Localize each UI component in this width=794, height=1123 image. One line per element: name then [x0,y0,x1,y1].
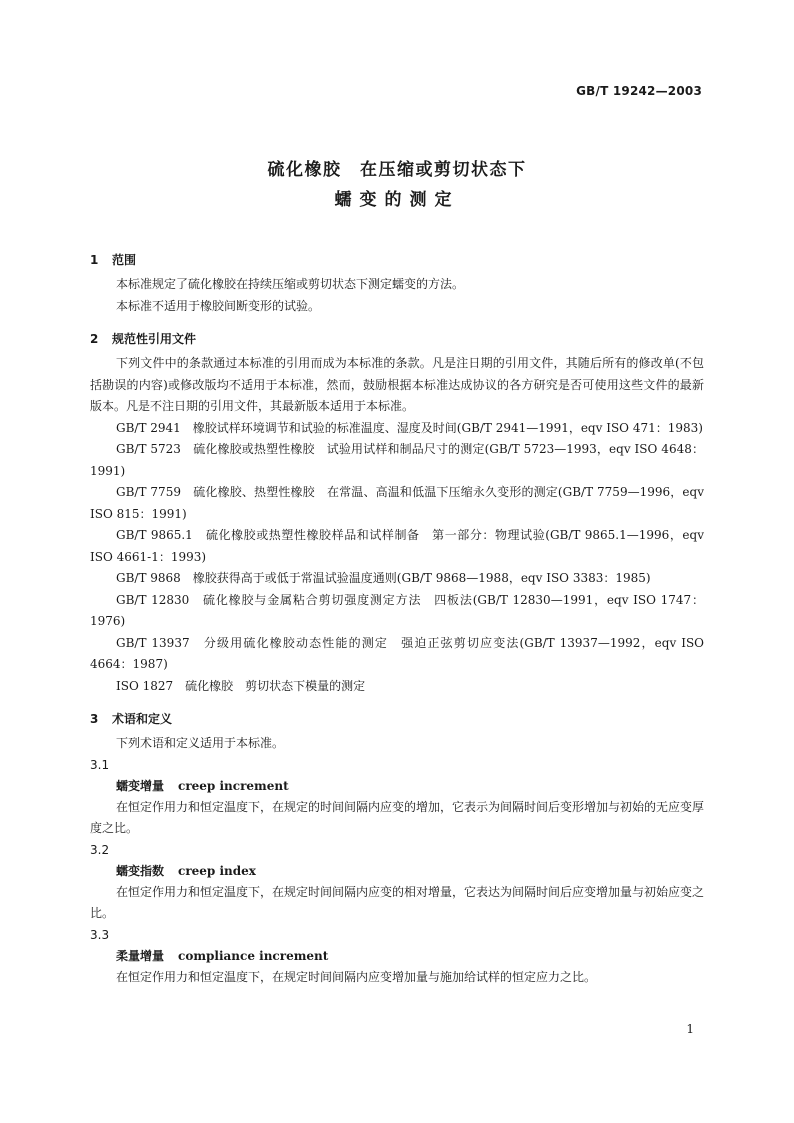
term-number: 3.3 [90,927,110,942]
term-number: 3.2 [90,842,110,857]
section-title: 范围 [112,253,137,267]
section-heading [90,709,704,729]
section-heading [90,250,704,270]
term-heading [90,775,704,797]
term-english: creep increment [178,778,289,793]
section-number: 1 [90,253,99,267]
term-heading [90,860,704,882]
term-definition: 在恒定作用力和恒定温度下，在规定时间间隔内应变的相对增量，它表达为间隔时间后应变增加量与初始应变之比。 [90,884,705,920]
paragraph: 本标准规定了硫化橡胶在持续压缩或剪切状态下测定蠕变的方法。 [116,277,465,291]
term-english: creep index [178,863,256,878]
reference-item: GB/T 2941 橡胶试样环境调节和试验的标准温度、湿度及时间(GB/T 2941—1991，eqv ISO 471：1983) [116,420,703,435]
reference-item: GB/T 5723 硫化橡胶或热塑性橡胶 试验用试样和制品尺寸的测定(GB/T 5723—1993，eqv ISO 4648：1991) [90,442,704,478]
section-title: 规范性引用文件 [112,332,197,346]
section-title: 术语和定义 [112,712,173,726]
paragraph: 本标准不适用于橡胶间断变形的试验。 [116,298,321,313]
section-number: 3 [90,712,99,726]
term-chinese: 蠕变增量 [116,778,165,793]
reference-item: GB/T 9868 橡胶获得高于或低于常温试验温度通则(GB/T 9868—1988，eqv ISO 3383：1985) [116,571,651,585]
term-english: compliance increment [178,948,329,963]
paragraph: 下列术语和定义适用于本标准。 [116,736,285,750]
document-body [90,250,704,988]
term-number: 3.1 [90,757,110,772]
page-number: 1 [686,1022,694,1036]
term-chinese: 柔量增量 [116,948,165,963]
document-title-line-2: 蠕变的测定 [334,190,460,210]
reference-item: GB/T 12830 硫化橡胶与金属粘合剪切强度测定方法 四板法(GB/T 12830—1991，eqv ISO 1747：1976) [90,592,704,628]
term-definition: 在恒定作用力和恒定温度下，在规定时间间隔内应变增加量与施加给试样的恒定应力之比。 [116,969,597,984]
section-heading [90,329,704,349]
standard-number: GB/T 19242—2003 [576,84,702,98]
section-number: 2 [90,332,99,346]
term-chinese: 蠕变指数 [116,863,165,878]
reference-item: ISO 1827 硫化橡胶 剪切状态下模量的测定 [116,678,366,693]
reference-item: GB/T 13937 分级用硫化橡胶动态性能的测定 强迫正弦剪切应变法(GB/T 13937—1992，eqv ISO 4664：1987) [90,635,704,671]
term-heading [90,945,704,967]
term-definition: 在恒定作用力和恒定温度下，在规定的时间间隔内应变的增加，它表示为间隔时间后变形增加与初始的无应变厚度之比。 [90,799,705,835]
paragraph: 下列文件中的条款通过本标准的引用而成为本标准的条款。凡是注日期的引用文件，其随后所有的修改单(不包括勘误的内容)或修改版均不适用于本标准，然而，鼓励根据本标准达成协议的各方研究是否可使用这些文件的最新版本。凡是不注日期的引用文件，其最新版本适用于本标准。 [90,356,704,413]
reference-item: GB/T 7759 硫化橡胶、热塑性橡胶 在常温、高温和低温下压缩永久变形的测定(GB/T 7759—1996，eqv ISO 815：1991) [90,485,704,521]
document-title-line-1: 硫化橡胶 在压缩或剪切状态下 [267,160,527,180]
reference-item: GB/T 9865.1 硫化橡胶或热塑性橡胶样品和试样制备 第一部分：物理试验(GB/T 9865.1—1996，eqv ISO 4661-1：1993) [90,528,704,564]
